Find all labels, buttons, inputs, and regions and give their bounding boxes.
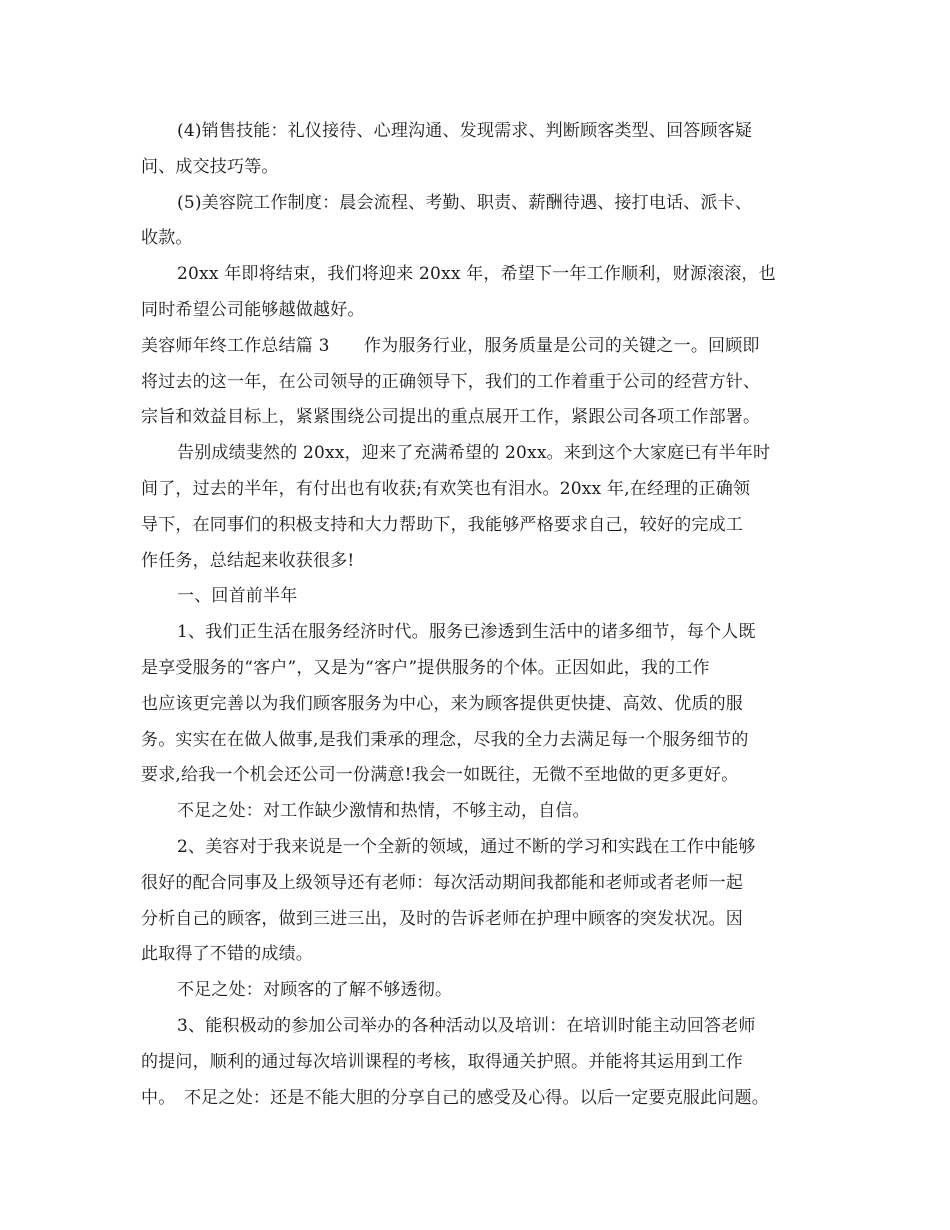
text-line: 要求,给我一个机会还公司一份满意!我会一如既往，无微不至地做的更多更好。 xyxy=(141,765,739,786)
text-line: 告别成绩斐然的 20xx，迎来了充满希望的 20xx。来到这个大家庭已有半年时 xyxy=(177,443,771,464)
text-line: 也应该更完善以为我们顾客服务为中心，来为顾客提供更快捷、高效、优质的服 xyxy=(141,693,743,714)
text-line: 将过去的这一年，在公司领导的正确领导下，我们的工作着重于公司的经营方针、 xyxy=(141,371,761,392)
text-line: 中。 不足之处：还是不能大胆的分享自己的感受及心得。以后一定要克服此问题。 xyxy=(141,1087,769,1108)
text-line: 3、能积极动的参加公司举办的各种活动以及培训：在培训时能主动回答老师 xyxy=(177,1015,756,1036)
text-line: 是享受服务的“客户”，又是为“客户”提供服务的个体。正因如此，我的工作 xyxy=(141,657,710,678)
text-line: 导下，在同事们的积极支持和大力帮助下，我能够严格要求自己，较好的完成工 xyxy=(141,514,743,535)
text-line: 一、回首前半年 xyxy=(177,586,298,607)
text-line: 问、成交技巧等。 xyxy=(141,156,279,177)
text-line: 间了，过去的半年，有付出也有收获;有欢笑也有泪水。20xx 年,在经理的正确领 xyxy=(141,478,751,499)
text-line: 不足之处：对顾客的了解不够透彻。 xyxy=(177,980,453,1001)
text-line: 分析自己的顾客，做到三进三出，及时的告诉老师在护理中顾客的突发状况。因 xyxy=(141,908,743,929)
text-line: 收款。 xyxy=(141,228,193,249)
text-line: 同时希望公司能够越做越好。 xyxy=(141,299,365,320)
text-line: 此取得了不错的成绩。 xyxy=(141,944,313,965)
text-line: (5)美容院工作制度：晨会流程、考勤、职责、薪酬待遇、接打电话、派卡、 xyxy=(177,192,753,213)
text-line: 宗旨和效益目标上，紧紧围绕公司提出的重点展开工作，紧跟公司各项工作部署。 xyxy=(141,407,761,428)
text-line: 务。实实在在做人做事,是我们秉承的理念，尽我的全力去满足每一个服务细节的 xyxy=(141,729,749,750)
text-line: (4)销售技能：礼仪接待、心理沟通、发现需求、判断顾客类型、回答顾客疑 xyxy=(177,121,753,141)
text-line: 美容师年终工作总结篇 3 作为服务行业，服务质量是公司的关键之一。回顾即 xyxy=(141,335,760,356)
document-body xyxy=(141,114,823,1116)
text-line: 1、我们正生活在服务经济时代。服务已渗透到生活中的诸多细节，每个人既 xyxy=(177,622,756,643)
text-line: 很好的配合同事及上级领导还有老师：每次活动期间我都能和老师或者老师一起 xyxy=(141,872,743,893)
text-line: 不足之处：对工作缺少激情和热情，不够主动，自信。 xyxy=(177,801,590,822)
text-line: 的提问，顺利的通过每次培训课程的考核，取得通关护照。并能将其运用到工作 xyxy=(141,1051,743,1072)
text-line: 20xx 年即将结束，我们将迎来 20xx 年，希望下一年工作顺利，财源滚滚，也 xyxy=(177,264,776,285)
text-line: 2、美容对于我来说是一个全新的领域，通过不断的学习和实践在工作中能够 xyxy=(177,836,756,857)
text-line: 作任务，总结起来收获很多! xyxy=(141,550,355,571)
